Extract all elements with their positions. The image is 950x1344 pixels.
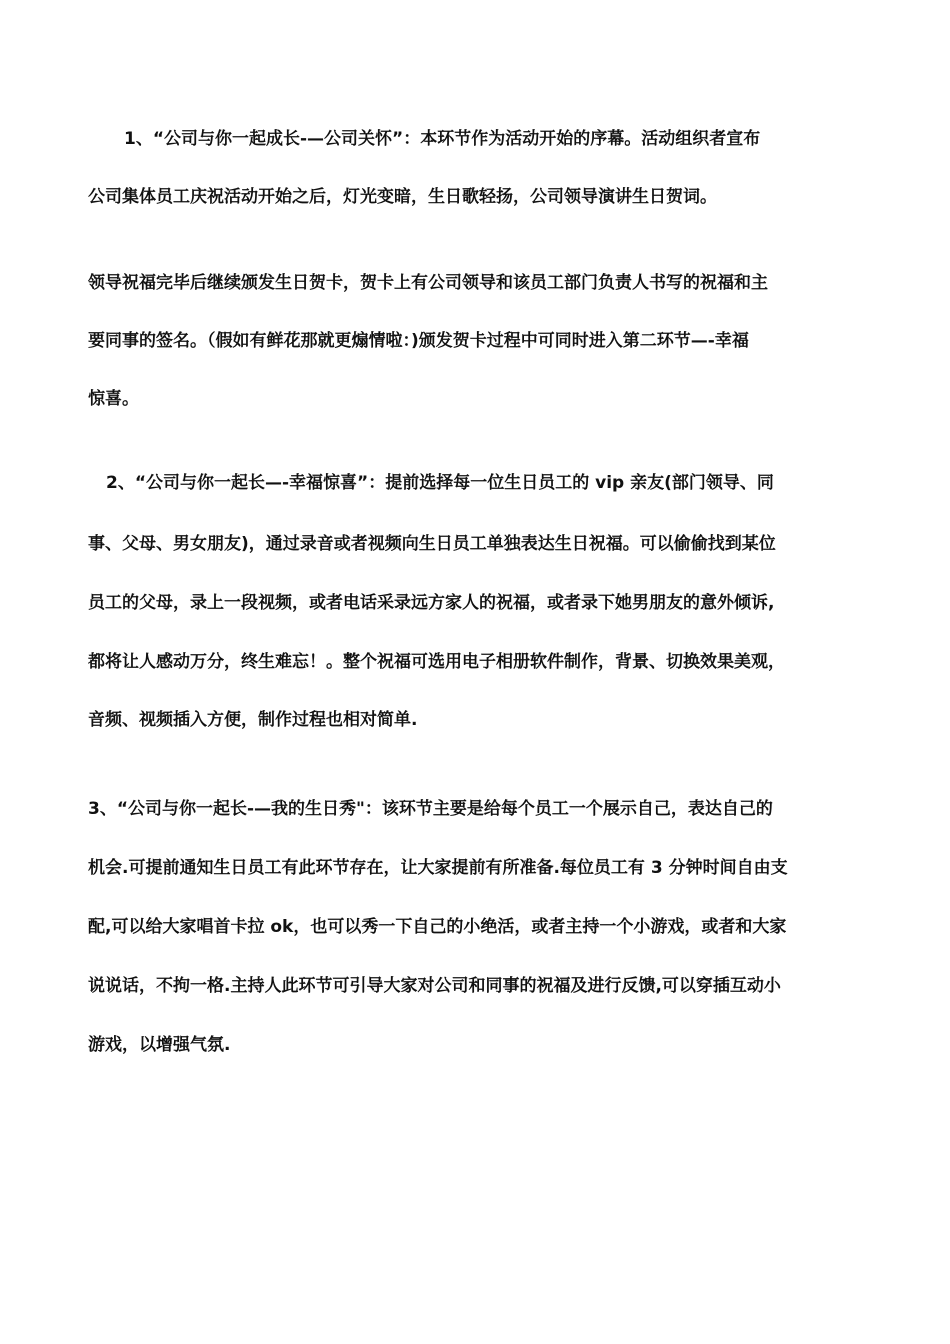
text-line: 3、“公司与你一起长-—我的生日秀"：该环节主要是给每个员工一个展示自己，表达自己的: [88, 799, 773, 819]
text-line: 配,可以给大家唱首卡拉 ok，也可以秀一下自己的小绝活，或者主持一个小游戏，或者和大家: [88, 917, 787, 937]
text-line: 音频、视频插入方便，制作过程也相对简单.: [88, 710, 418, 730]
text-line: 领导祝福完毕后继续颁发生日贺卡，贺卡上有公司领导和该员工部门负责人书写的祝福和主: [88, 273, 768, 293]
text-line: 公司集体员工庆祝活动开始之后，灯光变暗，生日歌轻扬，公司领导演讲生日贺词。: [88, 187, 717, 207]
text-line: 2、“公司与你一起长—-幸福惊喜”：提前选择每一位生日员工的 vip 亲友(部门领导、同: [106, 473, 774, 493]
text-line: 都将让人感动万分，终生难忘！。整个祝福可选用电子相册软件制作，背景、切换效果美观，: [88, 652, 785, 672]
text-line: 说说话，不拘一格.主持人此环节可引导大家对公司和同事的祝福及进行反馈,可以穿插互动小: [88, 976, 781, 996]
text-line: 游戏，以增强气氛.: [88, 1035, 231, 1055]
text-line: 要同事的签名。（假如有鲜花那就更煽情啦：)颁发贺卡过程中可同时进入第二环节—-幸福: [88, 331, 749, 351]
text-line: 机会.可提前通知生日员工有此环节存在，让大家提前有所准备.每位员工有 3 分钟时间自由支: [88, 858, 788, 878]
text-line: 1、“公司与你一起成长-—公司关怀”：本环节作为活动开始的序幕。活动组织者宣布: [124, 129, 761, 149]
text-line: 惊喜。: [88, 389, 139, 409]
text-line: 事、父母、男女朋友)，通过录音或者视频向生日员工单独表达生日祝福。可以偷偷找到某位: [88, 534, 776, 554]
text-line: 员工的父母，录上一段视频，或者电话采录远方家人的祝福，或者录下她男朋友的意外倾诉,: [88, 593, 775, 613]
